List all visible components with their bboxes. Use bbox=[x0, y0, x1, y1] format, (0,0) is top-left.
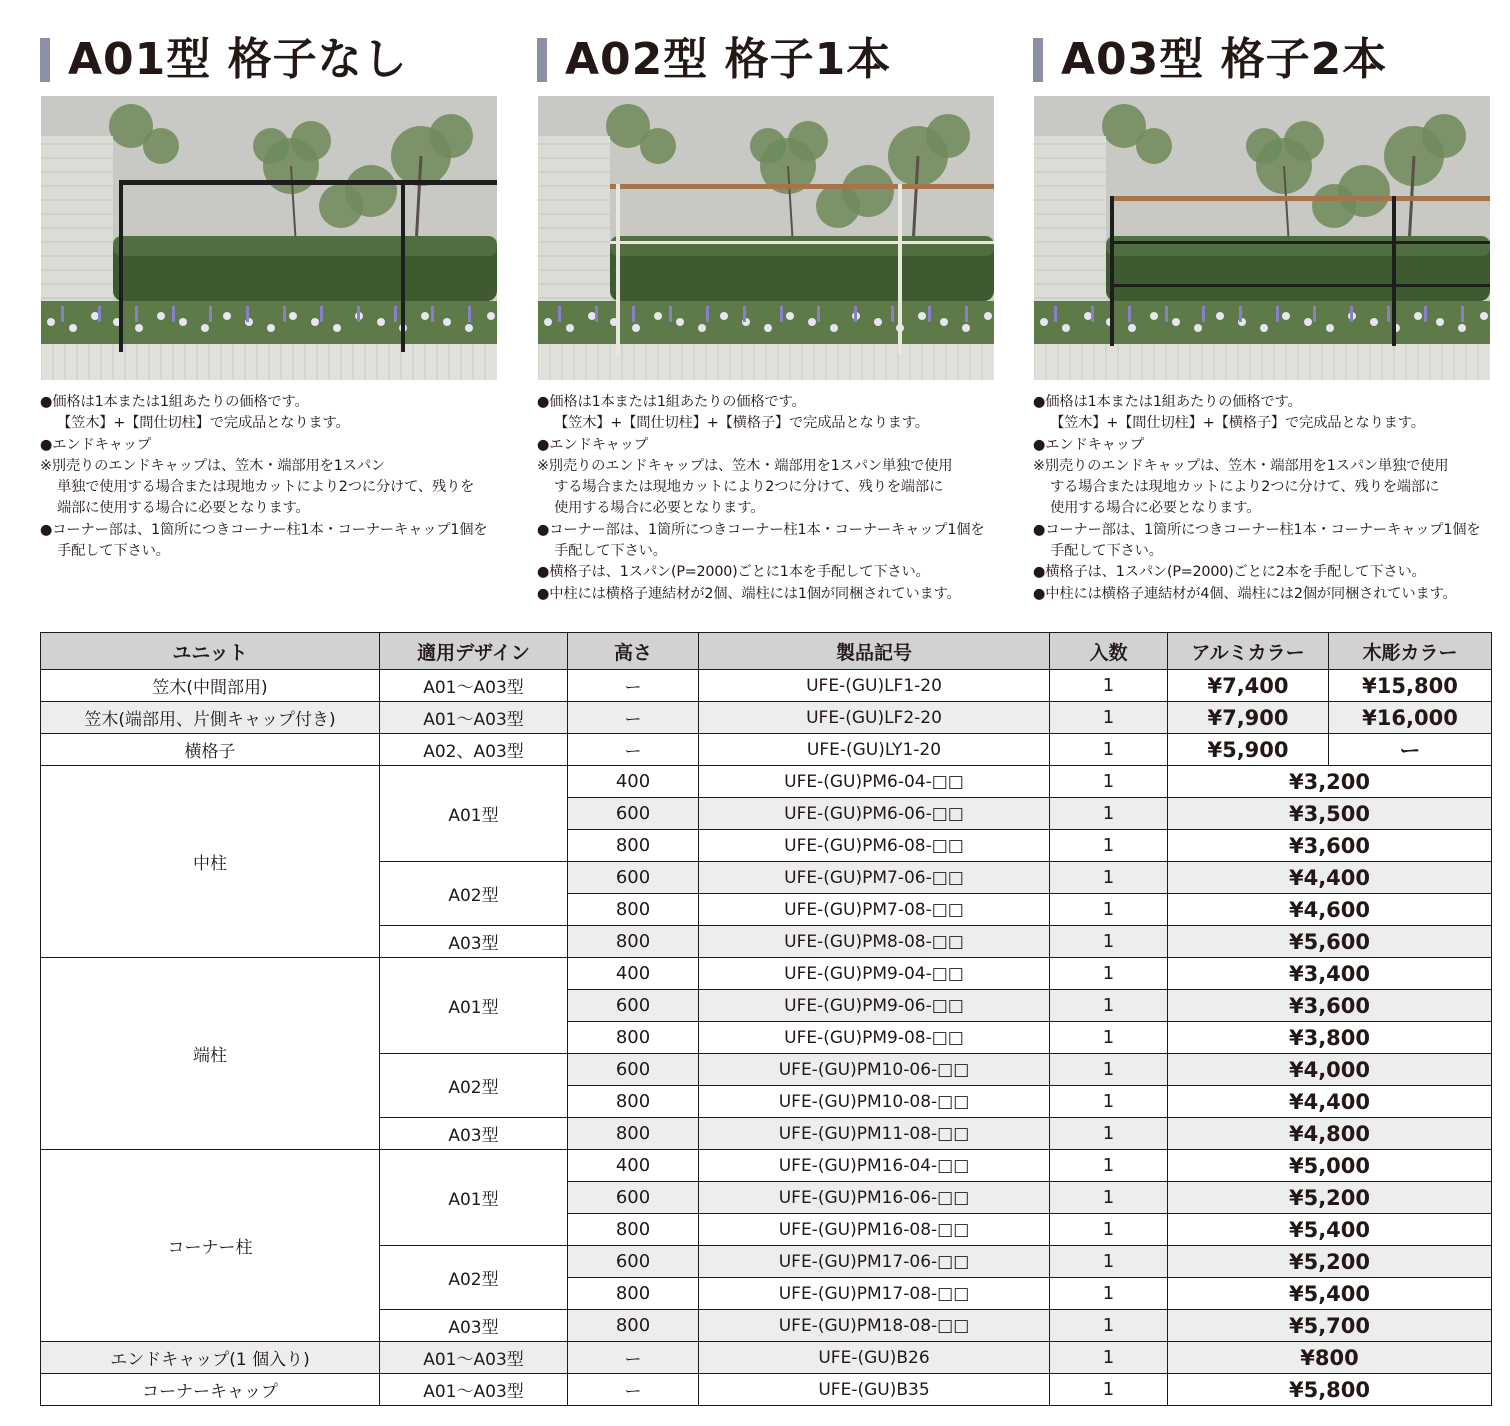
wood-price-cell: ー bbox=[1329, 734, 1492, 766]
note-line: ●エンドキャップ bbox=[40, 436, 151, 453]
price-cell: ¥5,200 bbox=[1168, 1182, 1492, 1214]
note-line: 【笠木】+【間仕切柱】+【横格子】で完成品となります。 bbox=[1050, 415, 1425, 432]
qty-cell: 1 bbox=[1050, 1342, 1168, 1374]
design-a02 bbox=[537, 34, 997, 602]
code-cell: UFE-(GU)PM7-06-□□ bbox=[699, 862, 1050, 894]
qty-cell: 1 bbox=[1050, 670, 1168, 702]
note-line: 手配して下さい。 bbox=[57, 543, 170, 560]
code-cell: UFE-(GU)PM9-04-□□ bbox=[699, 958, 1050, 990]
qty-cell: 1 bbox=[1050, 1022, 1168, 1054]
design-cell: A03型 bbox=[380, 926, 568, 958]
table-row bbox=[41, 702, 1492, 734]
design-a01 bbox=[40, 34, 500, 560]
height-cell: 400 bbox=[568, 1150, 699, 1182]
note-line: 単独で使用する場合または現地カットにより2つに分けて、残りを bbox=[57, 479, 475, 496]
design-notes bbox=[40, 392, 504, 562]
height-cell: ー bbox=[568, 1342, 699, 1374]
code-cell: UFE-(GU)PM10-08-□□ bbox=[699, 1086, 1050, 1118]
note-line: 【笠木】+【間仕切柱】+【横格子】で完成品となります。 bbox=[554, 415, 929, 432]
unit-cell: エンドキャップ(1 個入り) bbox=[41, 1342, 380, 1374]
design-cell: A02型 bbox=[380, 1054, 568, 1118]
price-cell: ¥4,000 bbox=[1168, 1054, 1492, 1086]
note-line: ●価格は1本または1組あたりの価格です。 bbox=[1033, 394, 1302, 410]
height-cell: 400 bbox=[568, 958, 699, 990]
code-cell: UFE-(GU)PM11-08-□□ bbox=[699, 1118, 1050, 1150]
code-cell: UFE-(GU)PM6-04-□□ bbox=[699, 766, 1050, 798]
note-line: ●価格は1本または1組あたりの価格です。 bbox=[40, 394, 309, 410]
price-cell: ¥5,400 bbox=[1168, 1278, 1492, 1310]
design-heading bbox=[1033, 34, 1493, 90]
heading-bar bbox=[1033, 38, 1043, 82]
table-row bbox=[41, 766, 1492, 798]
height-cell: 800 bbox=[568, 1310, 699, 1342]
height-cell: 800 bbox=[568, 1118, 699, 1150]
height-cell: 800 bbox=[568, 894, 699, 926]
design-title: A03型 格子2本 bbox=[1061, 34, 1388, 85]
table-row bbox=[41, 1342, 1492, 1374]
note-line: ●横格子は、1スパン(P=2000)ごとに1本を手配して下さい。 bbox=[537, 564, 930, 581]
table-row bbox=[41, 1150, 1492, 1182]
design-notes bbox=[537, 392, 1001, 605]
table-row bbox=[41, 1374, 1492, 1406]
height-cell: 600 bbox=[568, 1054, 699, 1086]
code-cell: UFE-(GU)PM6-08-□□ bbox=[699, 830, 1050, 862]
note-line: ●コーナー部は、1箇所につきコーナー柱1本・コーナーキャップ1個を bbox=[1033, 521, 1481, 538]
design-cell: A01型 bbox=[380, 1150, 568, 1246]
design-cell: A01型 bbox=[380, 958, 568, 1054]
design-cell: A01〜A03型 bbox=[380, 1374, 568, 1406]
note-line: ●コーナー部は、1箇所につきコーナー柱1本・コーナーキャップ1個を bbox=[537, 521, 985, 538]
price-cell: ¥3,400 bbox=[1168, 958, 1492, 990]
height-cell: 800 bbox=[568, 1278, 699, 1310]
price-cell: ¥800 bbox=[1168, 1342, 1492, 1374]
note-line: ●エンドキャップ bbox=[537, 436, 648, 453]
qty-cell: 1 bbox=[1050, 862, 1168, 894]
price-cell: ¥5,200 bbox=[1168, 1246, 1492, 1278]
code-cell: UFE-(GU)PM8-08-□□ bbox=[699, 926, 1050, 958]
code-cell: UFE-(GU)PM9-08-□□ bbox=[699, 1022, 1050, 1054]
table-row bbox=[41, 670, 1492, 702]
unit-cell: 笠木(端部用、片側キャップ付き) bbox=[41, 702, 380, 734]
header-code: 製品記号 bbox=[699, 633, 1050, 670]
design-notes bbox=[1033, 392, 1497, 605]
note-line: 端部に使用する場合に必要となります。 bbox=[57, 500, 310, 517]
design-cell: A01〜A03型 bbox=[380, 702, 568, 734]
design-cell: A01〜A03型 bbox=[380, 1342, 568, 1374]
price-cell: ¥3,600 bbox=[1168, 990, 1492, 1022]
code-cell: UFE-(GU)PM9-06-□□ bbox=[699, 990, 1050, 1022]
price-cell: ¥5,700 bbox=[1168, 1310, 1492, 1342]
header-unit: ユニット bbox=[41, 633, 380, 670]
height-cell: 600 bbox=[568, 990, 699, 1022]
qty-cell: 1 bbox=[1050, 830, 1168, 862]
header-wood: 木彫カラー bbox=[1329, 633, 1492, 670]
alumi-price-cell: ¥5,900 bbox=[1168, 734, 1329, 766]
qty-cell: 1 bbox=[1050, 734, 1168, 766]
unit-cell: 横格子 bbox=[41, 734, 380, 766]
code-cell: UFE-(GU)PM16-08-□□ bbox=[699, 1214, 1050, 1246]
note-line: 手配して下さい。 bbox=[554, 543, 667, 560]
header-design: 適用デザイン bbox=[380, 633, 568, 670]
height-cell: 600 bbox=[568, 862, 699, 894]
note-line: ●横格子は、1スパン(P=2000)ごとに2本を手配して下さい。 bbox=[1033, 564, 1426, 581]
fence-photo bbox=[1034, 96, 1490, 380]
qty-cell: 1 bbox=[1050, 1086, 1168, 1118]
qty-cell: 1 bbox=[1050, 1246, 1168, 1278]
code-cell: UFE-(GU)LF2-20 bbox=[699, 702, 1050, 734]
qty-cell: 1 bbox=[1050, 702, 1168, 734]
unit-cell: コーナー柱 bbox=[41, 1150, 380, 1342]
height-cell: 800 bbox=[568, 926, 699, 958]
qty-cell: 1 bbox=[1050, 1214, 1168, 1246]
price-cell: ¥3,200 bbox=[1168, 766, 1492, 798]
price-cell: ¥3,600 bbox=[1168, 830, 1492, 862]
price-cell: ¥4,400 bbox=[1168, 1086, 1492, 1118]
qty-cell: 1 bbox=[1050, 894, 1168, 926]
height-cell: ー bbox=[568, 1374, 699, 1406]
heading-bar bbox=[537, 38, 547, 82]
fence-photo bbox=[41, 96, 497, 380]
table-header-row bbox=[41, 633, 1492, 670]
qty-cell: 1 bbox=[1050, 958, 1168, 990]
height-cell: ー bbox=[568, 702, 699, 734]
height-cell: 400 bbox=[568, 766, 699, 798]
height-cell: 800 bbox=[568, 1086, 699, 1118]
height-cell: 800 bbox=[568, 1214, 699, 1246]
design-cell: A03型 bbox=[380, 1118, 568, 1150]
alumi-price-cell: ¥7,400 bbox=[1168, 670, 1329, 702]
note-line: する場合または現地カットにより2つに分けて、残りを端部に bbox=[554, 479, 944, 496]
code-cell: UFE-(GU)LY1-20 bbox=[699, 734, 1050, 766]
note-line: 使用する場合に必要となります。 bbox=[554, 500, 765, 517]
design-cell: A01〜A03型 bbox=[380, 670, 568, 702]
qty-cell: 1 bbox=[1050, 766, 1168, 798]
code-cell: UFE-(GU)LF1-20 bbox=[699, 670, 1050, 702]
design-cell: A02、A03型 bbox=[380, 734, 568, 766]
price-cell: ¥5,000 bbox=[1168, 1150, 1492, 1182]
wood-price-cell: ¥16,000 bbox=[1329, 702, 1492, 734]
design-title: A02型 格子1本 bbox=[565, 34, 892, 85]
unit-cell: 端柱 bbox=[41, 958, 380, 1150]
height-cell: ー bbox=[568, 734, 699, 766]
note-line: ※別売りのエンドキャップは、笠木・端部用を1スパン単独で使用 bbox=[537, 457, 953, 474]
design-heading bbox=[537, 34, 997, 90]
price-cell: ¥3,800 bbox=[1168, 1022, 1492, 1054]
height-cell: 800 bbox=[568, 1022, 699, 1054]
qty-cell: 1 bbox=[1050, 798, 1168, 830]
note-line: ●エンドキャップ bbox=[1033, 436, 1144, 453]
price-cell: ¥5,400 bbox=[1168, 1214, 1492, 1246]
qty-cell: 1 bbox=[1050, 990, 1168, 1022]
table-body bbox=[41, 670, 1492, 1406]
code-cell: UFE-(GU)PM17-08-□□ bbox=[699, 1278, 1050, 1310]
price-cell: ¥4,800 bbox=[1168, 1118, 1492, 1150]
qty-cell: 1 bbox=[1050, 926, 1168, 958]
design-cell: A02型 bbox=[380, 862, 568, 926]
code-cell: UFE-(GU)PM16-06-□□ bbox=[699, 1182, 1050, 1214]
code-cell: UFE-(GU)PM6-06-□□ bbox=[699, 798, 1050, 830]
fence-photo bbox=[538, 96, 994, 380]
design-cell: A03型 bbox=[380, 1310, 568, 1342]
qty-cell: 1 bbox=[1050, 1054, 1168, 1086]
note-line: ●中柱には横格子連結材が4個、端柱には2個が同梱されています。 bbox=[1033, 585, 1457, 602]
note-line: ※別売りのエンドキャップは、笠木・端部用を1スパン単独で使用 bbox=[1033, 457, 1449, 474]
header-height: 高さ bbox=[568, 633, 699, 670]
price-cell: ¥4,600 bbox=[1168, 894, 1492, 926]
code-cell: UFE-(GU)PM18-08-□□ bbox=[699, 1310, 1050, 1342]
header-qty: 入数 bbox=[1050, 633, 1168, 670]
header-alumi: アルミカラー bbox=[1168, 633, 1329, 670]
qty-cell: 1 bbox=[1050, 1278, 1168, 1310]
price-cell: ¥3,500 bbox=[1168, 798, 1492, 830]
table-row bbox=[41, 958, 1492, 990]
price-cell: ¥5,600 bbox=[1168, 926, 1492, 958]
note-line: ●コーナー部は、1箇所につきコーナー柱1本・コーナーキャップ1個を bbox=[40, 521, 488, 538]
design-cell: A02型 bbox=[380, 1246, 568, 1310]
code-cell: UFE-(GU)PM7-08-□□ bbox=[699, 894, 1050, 926]
design-title: A01型 格子なし bbox=[68, 34, 408, 85]
price-cell: ¥4,400 bbox=[1168, 862, 1492, 894]
height-cell: 600 bbox=[568, 1182, 699, 1214]
alumi-price-cell: ¥7,900 bbox=[1168, 702, 1329, 734]
qty-cell: 1 bbox=[1050, 1150, 1168, 1182]
unit-cell: 笠木(中間部用) bbox=[41, 670, 380, 702]
qty-cell: 1 bbox=[1050, 1374, 1168, 1406]
design-heading bbox=[40, 34, 500, 90]
price-table bbox=[40, 632, 1492, 1406]
unit-cell: コーナーキャップ bbox=[41, 1374, 380, 1406]
design-a03 bbox=[1033, 34, 1493, 602]
note-line: 使用する場合に必要となります。 bbox=[1050, 500, 1261, 517]
note-line: ●価格は1本または1組あたりの価格です。 bbox=[537, 394, 806, 410]
qty-cell: 1 bbox=[1050, 1118, 1168, 1150]
heading-bar bbox=[40, 38, 50, 82]
note-line: 【笠木】+【間仕切柱】で完成品となります。 bbox=[57, 415, 350, 432]
wood-price-cell: ¥15,800 bbox=[1329, 670, 1492, 702]
code-cell: UFE-(GU)PM17-06-□□ bbox=[699, 1246, 1050, 1278]
qty-cell: 1 bbox=[1050, 1310, 1168, 1342]
table-row bbox=[41, 734, 1492, 766]
height-cell: ー bbox=[568, 670, 699, 702]
code-cell: UFE-(GU)B26 bbox=[699, 1342, 1050, 1374]
qty-cell: 1 bbox=[1050, 1182, 1168, 1214]
note-line: 手配して下さい。 bbox=[1050, 543, 1163, 560]
code-cell: UFE-(GU)PM10-06-□□ bbox=[699, 1054, 1050, 1086]
note-line: する場合または現地カットにより2つに分けて、残りを端部に bbox=[1050, 479, 1440, 496]
note-line: ●中柱には横格子連結材が2個、端柱には1個が同梱されています。 bbox=[537, 585, 961, 602]
design-cell: A01型 bbox=[380, 766, 568, 862]
height-cell: 600 bbox=[568, 1246, 699, 1278]
code-cell: UFE-(GU)B35 bbox=[699, 1374, 1050, 1406]
unit-cell: 中柱 bbox=[41, 766, 380, 958]
height-cell: 800 bbox=[568, 830, 699, 862]
code-cell: UFE-(GU)PM16-04-□□ bbox=[699, 1150, 1050, 1182]
height-cell: 600 bbox=[568, 798, 699, 830]
price-cell: ¥5,800 bbox=[1168, 1374, 1492, 1406]
note-line: ※別売りのエンドキャップは、笠木・端部用を1スパン bbox=[40, 457, 385, 474]
